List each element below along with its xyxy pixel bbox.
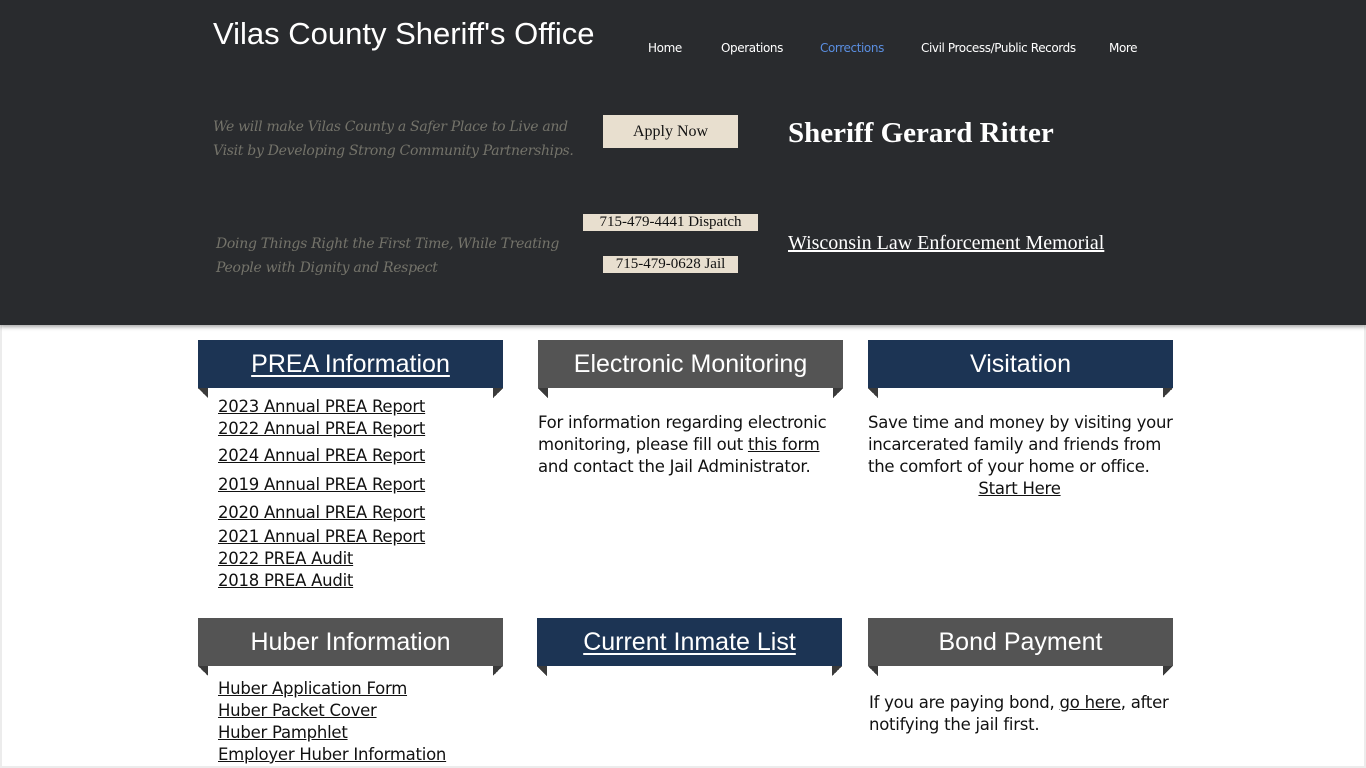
prea-link[interactable]: 2023 Annual PREA Report <box>218 397 426 416</box>
banner-fold-icon <box>493 388 503 398</box>
banner-fold-icon <box>538 388 548 398</box>
site-title[interactable]: Vilas County Sheriff's Office <box>213 16 595 51</box>
nav-more[interactable]: More <box>1109 41 1138 55</box>
prea-link[interactable]: 2024 Annual PREA Report <box>218 446 426 465</box>
visitation-description: Save time and money by visiting your incarcerated family and friends from the comfort of your home or office. <box>868 413 1173 476</box>
prea-link[interactable]: 2018 PREA Audit <box>218 571 354 590</box>
bond-payment-banner <box>868 618 1173 666</box>
values-statement <box>216 232 559 280</box>
electronic-monitoring-title: Electronic Monitoring <box>573 349 808 378</box>
prea-link[interactable]: 2019 Annual PREA Report <box>218 475 426 494</box>
prea-banner <box>198 340 503 388</box>
prea-link[interactable]: 2022 PREA Audit <box>218 549 354 568</box>
nav-corrections[interactable]: Corrections <box>820 41 884 55</box>
visitation-banner <box>868 340 1173 388</box>
huber-link[interactable]: Huber Packet Cover <box>218 701 377 720</box>
values-line-1: Doing Things Right the First Time, While Treating <box>216 236 560 252</box>
huber-link[interactable]: Employer Huber Information <box>218 745 447 764</box>
bond-payment-title: Bond Payment <box>938 627 1103 656</box>
em-text-before: For information regarding electronic monitoring, please fill out <box>538 413 827 454</box>
inmate-list-link[interactable]: Current Inmate List <box>583 627 796 656</box>
dispatch-phone[interactable]: 715-479-4441 Dispatch <box>583 214 758 231</box>
banner-fold-icon <box>493 666 503 676</box>
prea-link[interactable]: 2020 Annual PREA Report <box>218 503 426 522</box>
bond-text-after: , after notifying the jail first. <box>869 693 1169 734</box>
nav-home[interactable]: Home <box>648 41 682 55</box>
jail-phone[interactable]: 715-479-0628 Jail <box>603 256 738 273</box>
visitation-text <box>868 412 1173 500</box>
bond-payment-text <box>869 692 1174 736</box>
prea-title-link[interactable]: PREA Information <box>251 349 450 378</box>
nav-civil-process[interactable]: Civil Process/Public Records <box>921 41 1076 55</box>
prea-link[interactable]: 2022 Annual PREA Report <box>218 419 426 438</box>
prea-link[interactable]: 2021 Annual PREA Report <box>218 527 426 546</box>
banner-fold-icon <box>537 666 547 676</box>
huber-link[interactable]: Huber Pamphlet <box>218 723 348 742</box>
banner-fold-icon <box>198 388 208 398</box>
banner-fold-icon <box>832 666 842 676</box>
bond-text-before: If you are paying bond, <box>869 693 1060 712</box>
site-header <box>0 0 1366 325</box>
banner-fold-icon <box>1163 666 1173 676</box>
electronic-monitoring-text <box>538 412 838 478</box>
bond-go-here-link[interactable]: go here <box>1059 693 1121 712</box>
inmate-list-banner <box>537 618 842 666</box>
huber-link[interactable]: Huber Application Form <box>218 679 408 698</box>
values-line-2: People with Dignity and Respect <box>216 260 438 276</box>
huber-banner <box>198 618 503 666</box>
banner-fold-icon <box>1163 388 1173 398</box>
electronic-monitoring-banner <box>538 340 843 388</box>
huber-title: Huber Information <box>250 627 451 656</box>
banner-fold-icon <box>833 388 843 398</box>
mission-line-1: We will make Vilas County a Safer Place to Live and <box>213 119 568 135</box>
banner-fold-icon <box>868 388 878 398</box>
apply-now-button[interactable]: Apply Now <box>603 115 738 148</box>
banner-fold-icon <box>198 666 208 676</box>
mission-line-2: Visit by Developing Strong Community Partnerships. <box>213 143 574 159</box>
visitation-title: Visitation <box>970 349 1071 378</box>
em-text-after: and contact the Jail Administrator. <box>538 457 811 476</box>
sheriff-name: Sheriff Gerard Ritter <box>788 117 1054 149</box>
em-form-link[interactable]: this form <box>747 435 820 454</box>
mission-statement <box>213 115 574 163</box>
visitation-start-here-link[interactable]: Start Here <box>978 479 1061 498</box>
nav-operations[interactable]: Operations <box>721 41 783 55</box>
memorial-link[interactable]: Wisconsin Law Enforcement Memorial <box>788 232 1105 254</box>
banner-fold-icon <box>868 666 878 676</box>
